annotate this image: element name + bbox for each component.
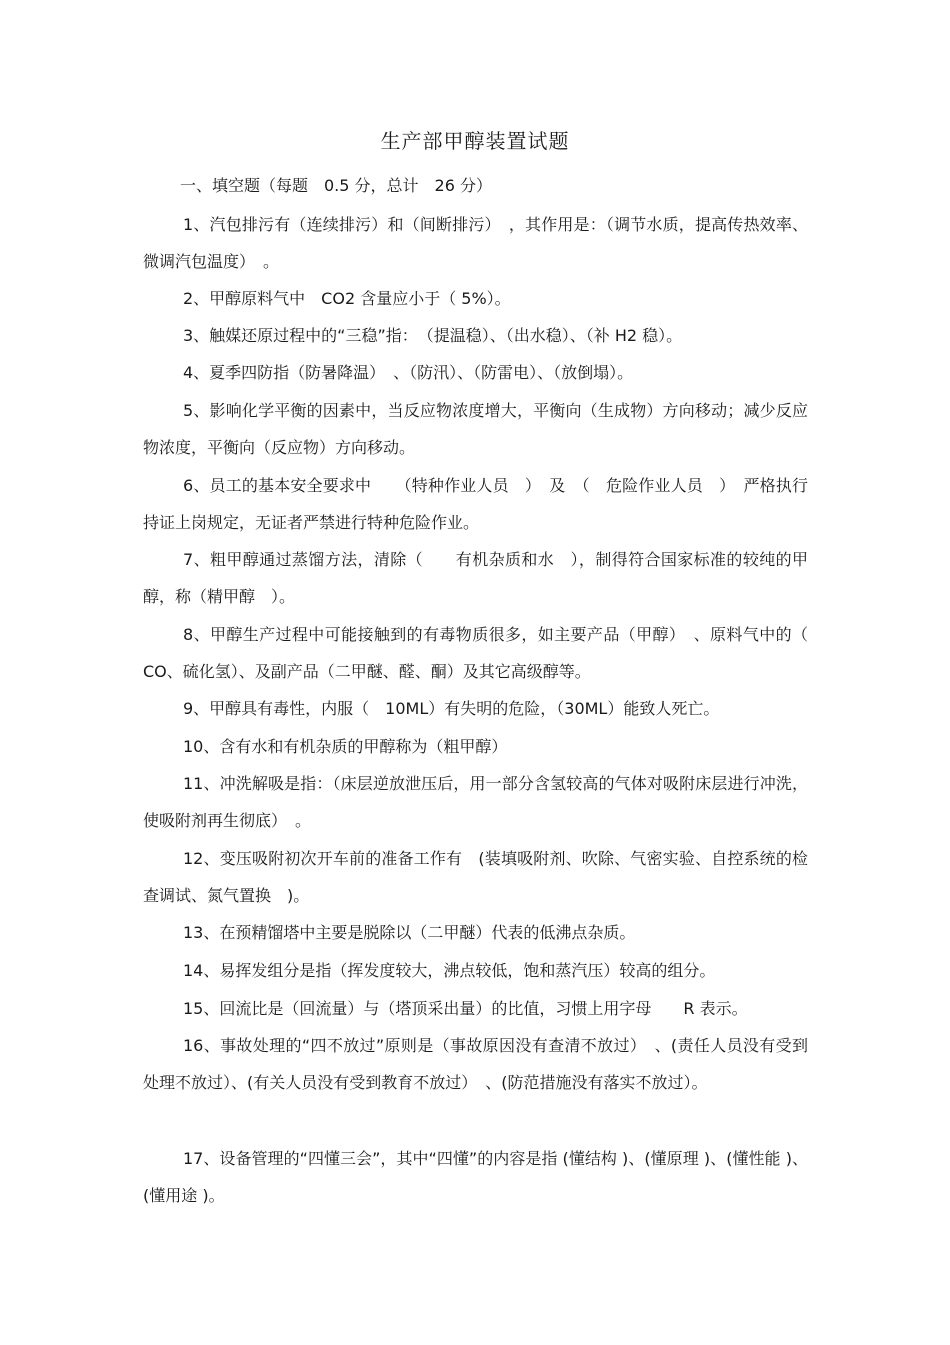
question-7: 7、粗甲醇通过蒸馏方法，清除（ 有机杂质和水 ），制得符合国家标准的较纯的甲醇，称（精甲醇 ）。	[143, 550, 808, 606]
question-14: 14、易挥发组分是指（挥发度较大，沸点较低，饱和蒸汽压）较高的组分。	[183, 961, 716, 980]
document-title: 生产部甲醇装置试题	[380, 129, 570, 153]
question-5: 5、影响化学平衡的因素中，当反应物浓度增大，平衡向（生成物）方向移动；减少反应物浓度，平衡向（反应物）方向移动。	[143, 401, 808, 457]
question-1: 1、汽包排污有（连续排污）和（间断排污） ，其作用是：（调节水质，提高传热效率、微调汽包温度） 。	[143, 215, 808, 271]
question-9: 9、甲醇具有毒性，内服（ 10ML）有失明的危险，（30ML）能致人死亡。	[183, 699, 720, 718]
question-6: 6、员工的基本安全要求中 （特种作业人员 ） 及 （ 危险作业人员 ） 严格执行持证上岗规定，无证者严禁进行特种危险作业。	[143, 476, 808, 532]
question-8: 8、甲醇生产过程中可能接触到的有毒物质很多，如主要产品（甲醇） 、原料气中的（ CO、硫化氢）、及副产品（二甲醚、醛、酮）及其它高级醇等。	[143, 625, 808, 681]
question-17: 17、设备管理的“四懂三会”，其中“四懂”的内容是指 (懂结构 )、(懂原理 )、(懂性能 )、(懂用途 )。	[143, 1149, 808, 1205]
question-2: 2、甲醇原料气中 CO2 含量应小于（ 5%）。	[183, 289, 511, 308]
question-11: 11、冲洗解吸是指：（床层逆放泄压后，用一部分含氢较高的气体对吸附床层进行冲洗，使吸附剂再生彻底） 。	[143, 774, 808, 830]
section-heading: 一、填空题（每题 0.5 分，总计 26 分）	[180, 176, 492, 195]
question-16: 16、事故处理的“四不放过”原则是（事故原因没有查清不放过） 、(责任人员没有受到处理不放过）、(有关人员没有受到教育不放过） 、(防范措施没有落实不放过）。	[143, 1036, 808, 1092]
question-12: 12、变压吸附初次开车前的准备工作有 (装填吸附剂、吹除、气密实验、自控系统的检查调试、氮气置换 )。	[143, 849, 808, 905]
question-15: 15、回流比是（回流量）与（塔顶采出量）的比值，习惯上用字母 R 表示。	[183, 999, 748, 1018]
question-10: 10、含有水和有机杂质的甲醇称为（粗甲醇）	[183, 737, 508, 756]
question-4: 4、夏季四防指（防暑降温） 、（防汛）、（防雷电）、（放倒塌）。	[183, 363, 634, 382]
question-3: 3、触媒还原过程中的“三稳”指： （提温稳）、（出水稳）、（补 H2 稳）。	[183, 326, 683, 345]
question-13: 13、在预精馏塔中主要是脱除以（二甲醚）代表的低沸点杂质。	[183, 923, 636, 942]
